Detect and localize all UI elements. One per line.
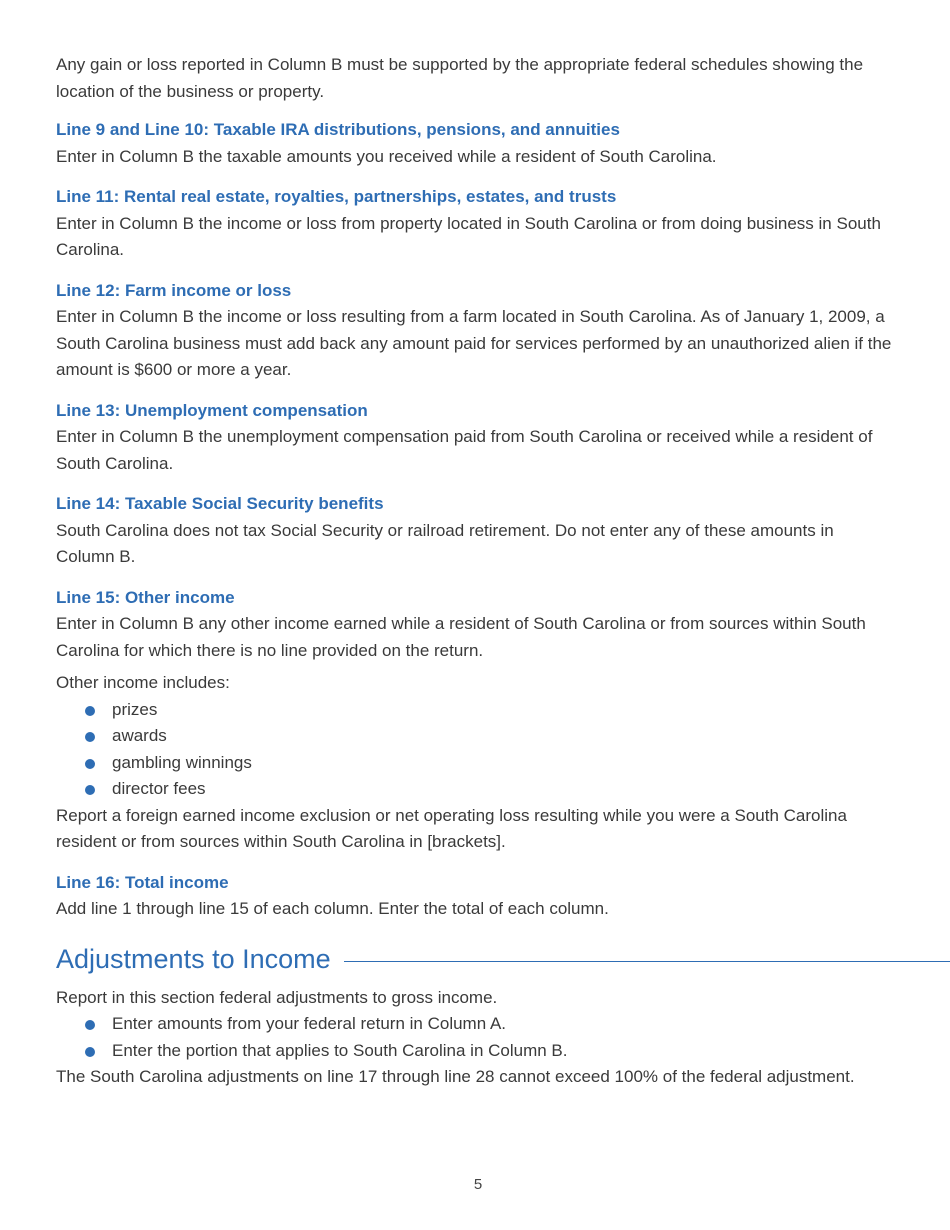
section-line-9-10 xyxy=(56,117,896,170)
section-after-text: Report a foreign earned income exclusion or net operating loss resulting while you were a South Carolina resident or from sources within South Carolina in [brackets]. xyxy=(56,805,847,851)
section-line-14 xyxy=(56,491,896,571)
section-line-12 xyxy=(56,278,896,384)
list-item: prizes xyxy=(56,697,896,724)
section-body: Enter in Column B any other income earned while a resident of South Carolina or from sources within South Carolina for which there is no line provided on the return. xyxy=(56,614,866,660)
bullet-icon xyxy=(85,1047,95,1057)
section-heading: Line 14: Taxable Social Security benefits xyxy=(56,494,384,513)
intro-paragraph: Any gain or loss reported in Column B must be supported by the appropriate federal schedules showing the location of the business or property. xyxy=(56,55,864,101)
section-body: Enter in Column B the income or loss from property located in South Carolina or from doing business in South Carolina. xyxy=(56,213,881,259)
section-heading: Line 15: Other income xyxy=(56,587,235,607)
section-body: Add line 1 through line 15 of each column. Enter the total of each column. xyxy=(56,899,609,918)
section-line-15 xyxy=(56,585,896,856)
section-heading: Line 12: Farm income or loss xyxy=(56,280,292,300)
list-item: gambling winnings xyxy=(56,750,896,777)
section-body: Enter in Column B the income or loss resulting from a farm located in South Carolina. As of January 1, 2009, a South Carolina business must add back any amount paid for services performed by an unauthorized alien if the amount is $600 or more a year. xyxy=(56,307,892,379)
title-rule-divider xyxy=(344,961,950,962)
bullet-icon xyxy=(85,1020,95,1030)
section-body: Enter in Column B the unemployment compensation paid from South Carolina or received while a resident of South Carolina. xyxy=(56,427,873,473)
section-line-11 xyxy=(56,184,896,264)
bullet-icon xyxy=(85,706,95,716)
bullet-icon xyxy=(85,785,95,795)
list-item: Enter the portion that applies to South Carolina in Column B. xyxy=(56,1038,896,1065)
document-page xyxy=(56,52,896,1091)
other-income-list xyxy=(56,697,896,803)
bullet-icon xyxy=(85,732,95,742)
section-line-16 xyxy=(56,870,896,923)
section-heading: Line 9 and Line 10: Taxable IRA distributions, pensions, and annuities xyxy=(56,120,620,139)
page-number: 5 xyxy=(473,1176,483,1193)
adjustments-note: The South Carolina adjustments on line 17 through line 28 cannot exceed 100% of the federal adjustment. xyxy=(56,1067,855,1086)
adjustments-title: Adjustments to Income xyxy=(56,939,331,979)
section-body: South Carolina does not tax Social Security or railroad retirement. Do not enter any of these amounts in Column B. xyxy=(56,520,834,566)
list-intro: Other income includes: xyxy=(56,673,230,692)
section-heading: Line 11: Rental real estate, royalties, partnerships, estates, and trusts xyxy=(56,187,617,206)
section-line-13 xyxy=(56,398,896,478)
adjustments-list xyxy=(56,1011,896,1064)
list-item: awards xyxy=(56,723,896,750)
section-body: Enter in Column B the taxable amounts you received while a resident of South Carolina. xyxy=(56,146,717,166)
adjustments-intro: Report in this section federal adjustments to gross income. xyxy=(56,987,498,1007)
list-item: Enter amounts from your federal return in Column A. xyxy=(56,1011,896,1038)
list-item: director fees xyxy=(56,776,896,803)
section-heading: Line 16: Total income xyxy=(56,872,229,892)
adjustments-title-row xyxy=(56,939,896,979)
bullet-icon xyxy=(85,759,95,769)
section-heading: Line 13: Unemployment compensation xyxy=(56,400,368,420)
